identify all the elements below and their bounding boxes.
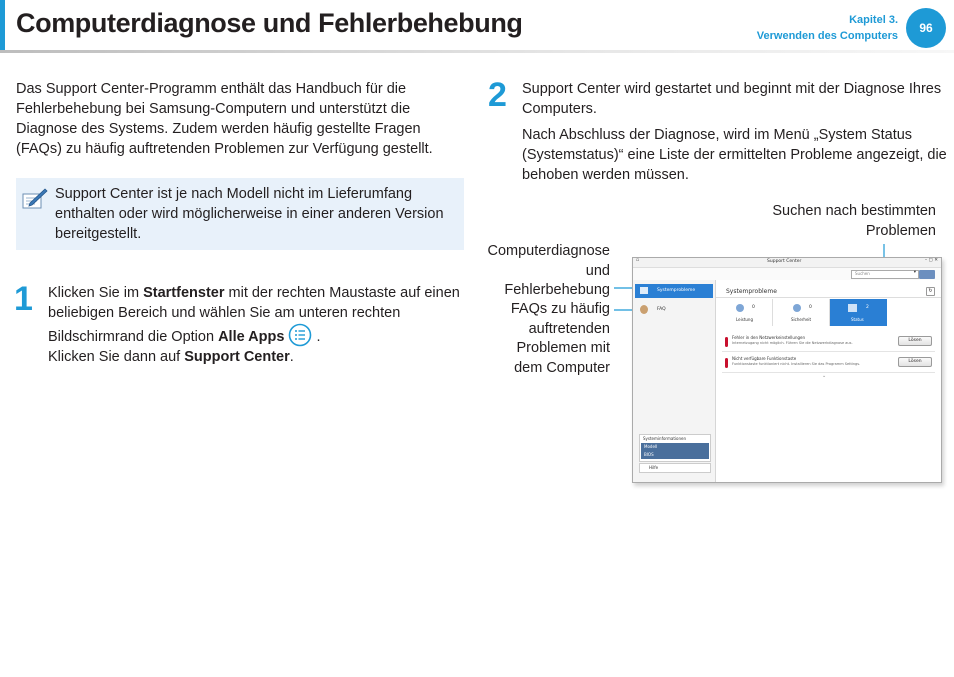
all-apps-icon [288, 323, 312, 347]
refresh-icon[interactable]: ↻ [926, 287, 935, 296]
step-1-text [48, 283, 466, 367]
help-button[interactable] [639, 463, 711, 473]
callout-diagnosis-line-2: und [585, 262, 610, 279]
help-label: Hilfe [649, 465, 659, 470]
section-title: Systemprobleme [726, 288, 777, 295]
security-icon [793, 304, 801, 312]
callout-search-line-1: Suchen nach bestimmten [772, 203, 936, 219]
error-indicator [725, 337, 728, 347]
step-2-paragraph-1: Support Center wird gestartet und beginnt mit der Diagnose Ihres Computers. [522, 81, 942, 117]
window-toolbar [633, 268, 941, 280]
issue-title: Nicht verfügbare Funktionstaste [732, 356, 797, 361]
expand-chevron-icon[interactable]: ⌄ [822, 373, 827, 379]
window-title: Support Center [767, 259, 802, 264]
note-text: Support Center ist je nach Modell nicht im Lieferumfang enthalten oder wird möglicherweise in einer anderen Version bereitgestellt. [55, 186, 444, 242]
tile-count: 0 [809, 305, 812, 310]
issue-row [722, 333, 935, 352]
issue-row [722, 354, 935, 373]
step-2-number: 2 [488, 76, 507, 114]
system-info-panel [639, 434, 711, 462]
system-info-title: Systeminformationen [643, 436, 686, 441]
tile-count: 0 [752, 305, 755, 310]
callout-diagnosis-line-1: Computerdiagnose [487, 243, 610, 259]
issue-description: Internetzugang nicht möglich. Führen Sie die Netzwerkdiagnose aus. [732, 341, 853, 345]
step-1-text-e: . [289, 349, 294, 365]
callout-diagnosis-line-3: Fehlerbehebung [504, 282, 610, 298]
startfenster-term: Startfenster [143, 285, 225, 301]
callout-search-line-2: Problemen [865, 222, 936, 239]
system-info-rows [641, 443, 709, 459]
search-button[interactable] [919, 270, 935, 279]
step-1-text-b: mit der rechten Maustaste auf einen beliebigen Bereich und wählen Sie am unteren rechten Bildschirmrand die Option [48, 285, 460, 345]
tile-label: Leistung [736, 317, 753, 322]
sidebar-item-label: FAQ [657, 307, 666, 312]
intro-paragraph: Das Support Center-Programm enthält das Handbuch für die Fehlerbehebung bei Samsung-Computern und unterstützt die Diagnose des Systems. Zudem werden häufig gestellte Fragen (FAQs) zu häufig auftretenden Problemen zur Verfügung gestellt. [16, 81, 433, 157]
window-app-icon: ▫ [636, 258, 640, 263]
note-pencil-icon [21, 186, 49, 212]
sidebar-item-label: Systemprobleme [657, 288, 696, 293]
callout-faq-line-2: auftretenden [528, 320, 610, 337]
chapter-title: Verwenden des Computers [756, 30, 898, 42]
support-center-term: Support Center [184, 349, 290, 365]
status-icon [848, 304, 857, 312]
callout-faq-line-1: FAQs zu häufig [510, 301, 610, 317]
callout-faq-line-3: Problemen mit [516, 340, 610, 356]
header-accent-bar [0, 0, 5, 50]
issue-title: Fehler in den Netzwerkeinstellungen [732, 335, 806, 340]
chapter-number: Kapitel 3. [849, 14, 898, 26]
system-info-row: Modell [644, 444, 658, 449]
callout-faq-line-4: dem Computer [514, 359, 610, 376]
chapter-label [757, 12, 898, 44]
step-1-text-d: Klicken Sie dann auf [48, 349, 185, 365]
tile-sicherheit[interactable] [773, 299, 830, 326]
tile-leistung[interactable] [716, 299, 773, 326]
callout-search [772, 202, 936, 241]
issue-fix-button[interactable]: Lösen [898, 336, 932, 346]
tile-label: Sicherheit [791, 317, 812, 322]
sidebar-item-faq[interactable] [635, 303, 713, 317]
support-center-window [632, 257, 942, 483]
tile-count: 2 [866, 305, 869, 310]
step-1-text-c: . [312, 329, 321, 345]
performance-icon [736, 304, 744, 312]
section-header [716, 284, 941, 298]
window-controls[interactable]: – ▢ ✕ [924, 258, 938, 263]
search-dropdown-icon[interactable]: ▾ [913, 270, 916, 275]
faq-icon [640, 305, 648, 314]
step-1-number: 1 [14, 280, 33, 318]
system-info-row: BIOS [644, 452, 654, 457]
issue-fix-button[interactable]: Lösen [898, 357, 932, 367]
search-placeholder: Suchen [855, 271, 870, 276]
callout-diagnosis [487, 242, 610, 301]
sidebar [633, 280, 716, 482]
search-input[interactable] [851, 270, 919, 279]
error-indicator [725, 358, 728, 368]
system-icon [640, 287, 648, 294]
tile-status[interactable] [830, 299, 887, 326]
header-divider [0, 50, 954, 53]
callout-faq [511, 300, 610, 378]
main-panel [716, 280, 941, 482]
sidebar-item-systemprobleme[interactable] [635, 284, 713, 298]
issue-description: Funktionstaste funktioniert nicht. Installieren Sie das Programm Settings. [732, 362, 861, 366]
step-1-text-a: Klicken Sie im [48, 285, 144, 301]
page-title: Computerdiagnose und Fehlerbehebung [16, 8, 523, 38]
window-titlebar [633, 258, 941, 268]
alle-apps-term: Alle Apps [218, 329, 285, 345]
step-2-paragraph-2: Nach Abschluss der Diagnose, wird im Menü „System Status (Systemstatus)“ eine Liste der ermittelten Probleme angezeigt, die behoben werden müssen. [522, 127, 947, 183]
tile-label: Status [851, 317, 864, 322]
page-number: 96 [906, 8, 946, 48]
